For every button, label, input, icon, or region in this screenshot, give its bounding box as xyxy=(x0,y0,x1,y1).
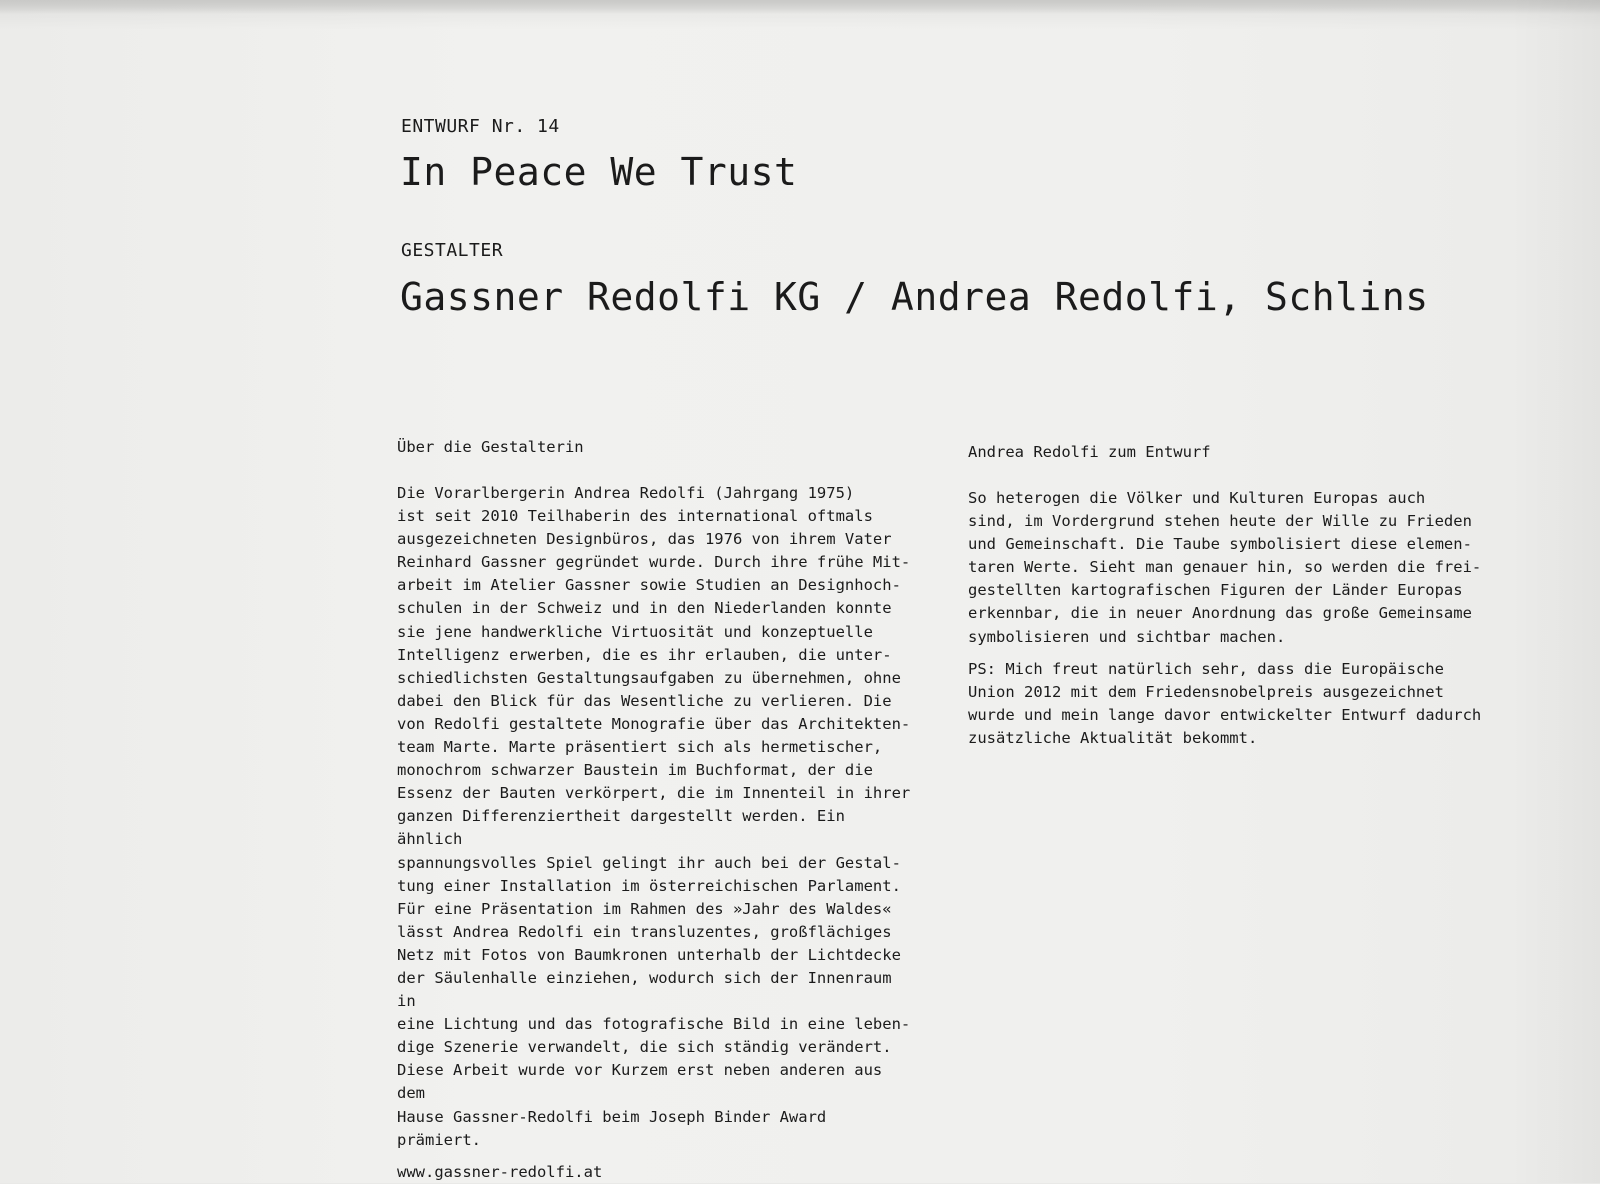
about-designer-heading: Über die Gestalterin xyxy=(397,438,584,456)
designer-label: GESTALTER xyxy=(401,240,504,261)
entry-title: In Peace We Trust xyxy=(400,150,798,194)
designer-name: Gassner Redolfi KG / Andrea Redolfi, Schlins xyxy=(400,275,1429,319)
designer-statement-text: So heterogen die Völker und Kulturen Europas auch sind, im Vordergrund stehen heute der Wille zu Frieden und Gemeinschaft. Die Taube symbolisiert diese elemen- taren Werte. Sieht man genauer hin, so werden die frei- gestellten kartografischen Figuren der Länder Europas erkennbar, die in neuer Anordnung das große Gemeinsame symbolisieren und sichtbar machen. xyxy=(968,489,1482,646)
designer-website-link[interactable]: www.gassner-redolfi.at xyxy=(397,1162,603,1181)
designer-postscript: PS: Mich freut natürlich sehr, dass die Europäische Union 2012 mit dem Friedensnobelpreis ausgezeichnet wurde und mein lange davor entwickelter Entwurf dadurch zusätzliche Aktualität bekommt. xyxy=(968,659,1482,747)
designer-statement-heading: Andrea Redolfi zum Entwurf xyxy=(968,443,1211,461)
designer-statement-column xyxy=(968,441,1488,750)
page-fold-shadow xyxy=(1510,0,1600,1183)
page-top-shadow xyxy=(0,0,1600,14)
entry-label: ENTWURF Nr. 14 xyxy=(401,116,560,137)
about-designer-column xyxy=(397,436,917,1184)
about-designer-text: Die Vorarlbergerin Andrea Redolfi (Jahrgang 1975) ist seit 2010 Teilhaberin des international oftmals ausgezeichneten Designbüros, das 1976 von ihrem Vater Reinhard Gassner gegründet wurde. Durch ihre frühe Mit- arbeit im Atelier Gassner sowie Studien an Designhoch- schulen in der Schweiz und in den Niederlanden konnte sie jene handwerkliche Virtuosität und konzeptuelle Intelligenz erwerben, die es ihr erlauben, die unter- schiedlichsten Gestaltungsaufgaben zu übernehmen, ohne dabei den Blick für das Wesentliche zu verlieren. Die von Redolfi gestaltete Monografie über das Architekten- team Marte. Marte präsentiert sich als hermetischer, monochrom schwarzer Baustein im Buchformat, der die Essenz der Bauten verkörpert, die im Innenteil in ihrer ganzen Differenziertheit dargestellt werden. Ein ähnlich spannungsvolles Spiel gelingt ihr auch bei der Gestal- tung einer Installation im österreichischen Parlament. Für eine Präsentation im Rahmen des »Jahr des Waldes« lässt Andrea Redolfi ein transluzentes, großflächiges Netz mit Fotos von Baumkronen unterhalb der Lichtdecke der Säulenhalle einziehen, wodurch sich der Innenraum in eine Lichtung und das fotografische Bild in eine leben- dige Szenerie verwandelt, die sich ständig verändert. Diese Arbeit wurde vor Kurzem erst neben anderen aus dem Hause Gassner-Redolfi beim Joseph Binder Award prämiert. xyxy=(397,484,911,1149)
